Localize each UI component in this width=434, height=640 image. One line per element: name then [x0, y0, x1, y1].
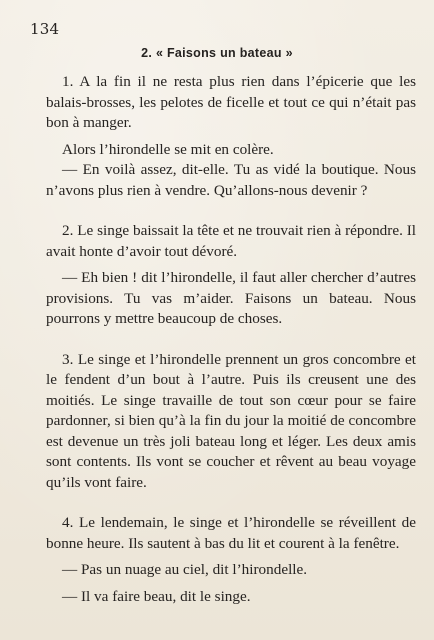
- paragraph-1-anger: Alors l’hirondelle se mit en colère.: [62, 140, 274, 158]
- paragraph-4-intro: 4. Le lendemain, le singe et l’hirondelle se réveillent de bonne heure. Ils sautent à bas du lit et courent à la fenêtre.: [46, 514, 416, 552]
- paragraph-1-intro: 1. A la fin il ne resta plus rien dans l’épicerie que les balais-brosses, les pelotes de ficelle et tout ce qui n’était pas bon à manger.: [46, 73, 416, 131]
- paragraph-3-story: 3. Le singe et l’hirondelle prennent un gros concombre et le fendent d’un bout à l’autre. Puis ils creusent une des moitiés. Le singe travaille de tout son cœur pour se faire pardonner, si bien qu’à la fin du jour la moitié de concombre est devenue un très joli bateau long et léger. Les deux amis sont contents. Ils vont se coucher et rêvent au beau voyage qu’ils vont faire.: [46, 350, 416, 491]
- paragraph-4-dialogue-swallow: — Pas un nuage au ciel, dit l’hirondelle.: [62, 561, 308, 578]
- paragraph-1-dialogue: — En voilà assez, dit-elle. Tu as vidé la boutique. Nous n’avons plus rien à vendre. Qu’allons-nous devenir ?: [46, 161, 416, 199]
- paragraph-4-dialogue-monkey: — Il va faire beau, dit le singe.: [62, 587, 251, 605]
- paragraph-2-dialogue: — Eh bien ! dit l’hirondelle, il faut aller chercher d’autres provisions. Tu vas m’aider. Faisons un bateau. Nous pourrons y mettre beaucoup de choses.: [46, 269, 416, 327]
- paragraph-2-intro: 2. Le singe baissait la tête et ne trouvait rien à répondre. Il avait honte d’avoir tout dévoré.: [46, 222, 416, 260]
- page-number: 134: [30, 20, 60, 38]
- section-title: 2. « Faisons un bateau »: [141, 46, 293, 60]
- page-body: [46, 72, 416, 607]
